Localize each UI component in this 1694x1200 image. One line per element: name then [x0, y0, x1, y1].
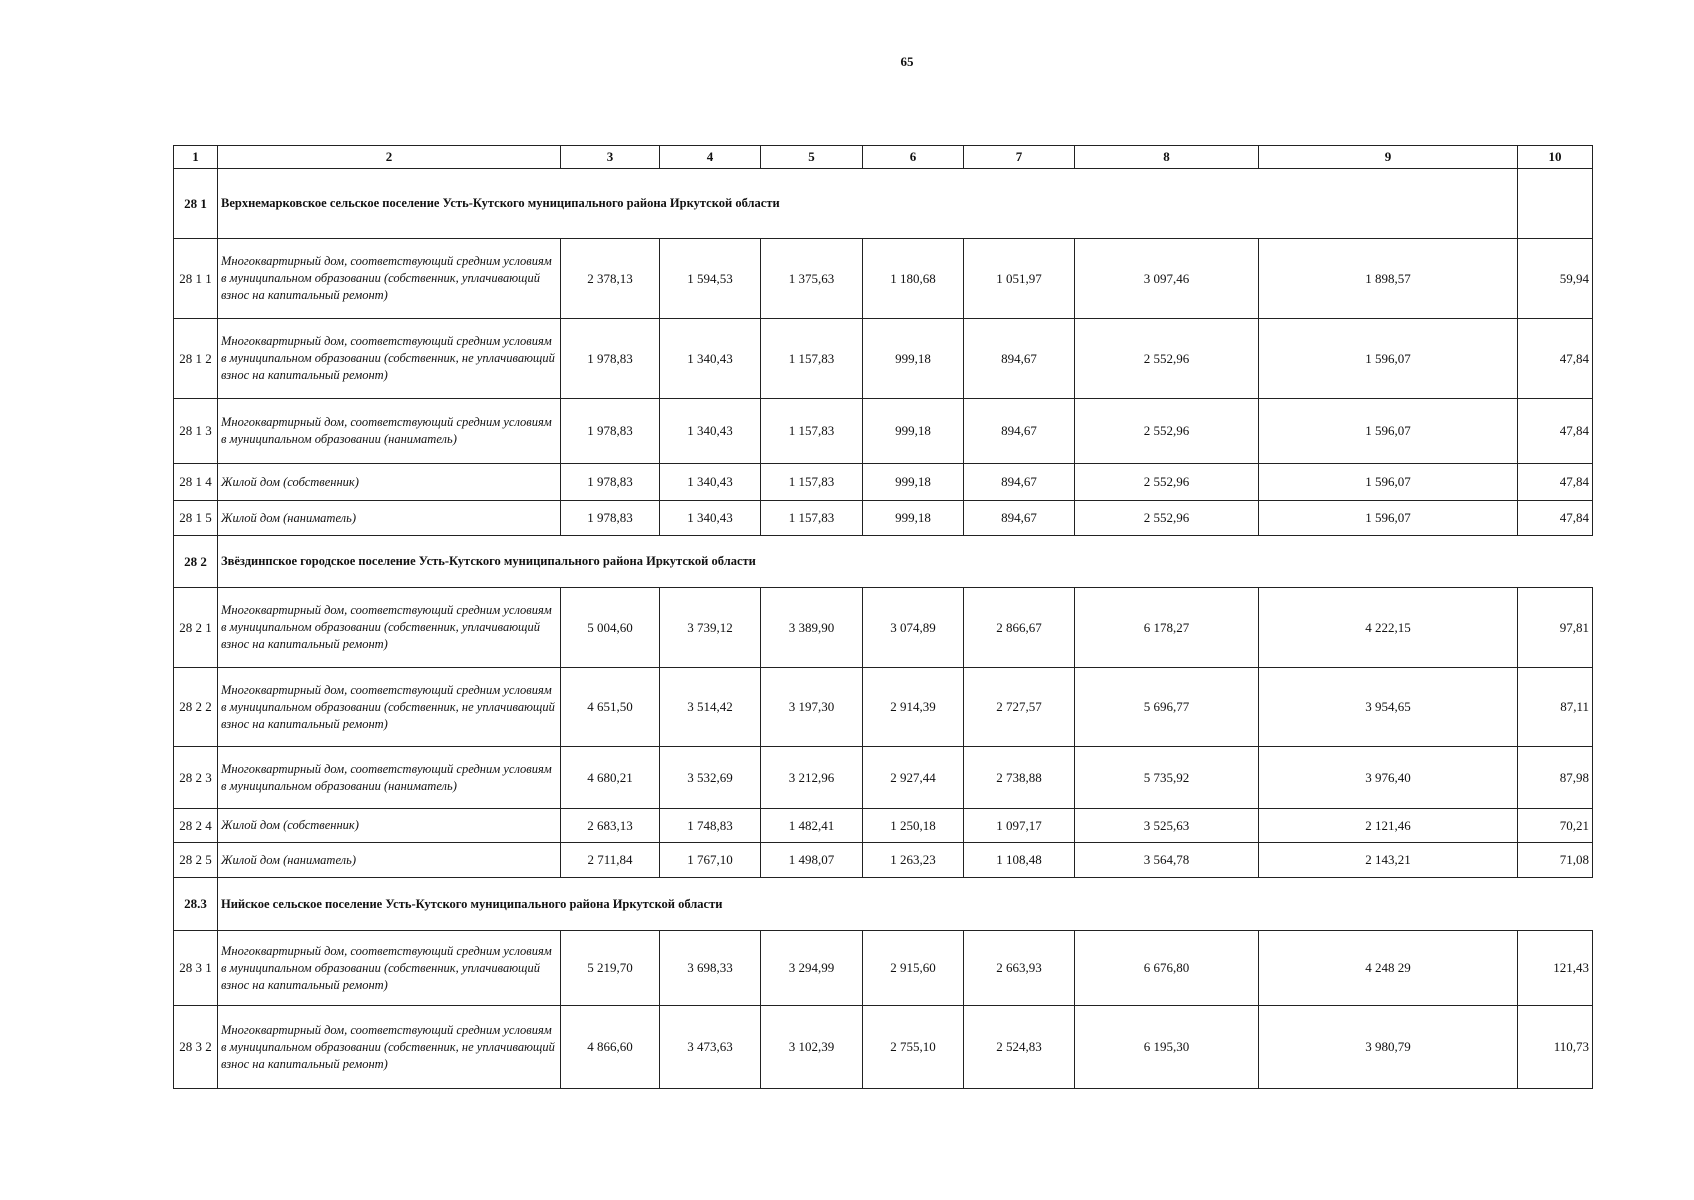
col-header-5: 5 — [761, 146, 863, 169]
table-row — [174, 931, 1593, 1006]
value-cell-col-3: 2 683,13 — [561, 809, 660, 843]
value-cell-col-6: 2 755,10 — [863, 1006, 964, 1089]
value-cell-col-8: 3 525,63 — [1075, 809, 1259, 843]
value-cell-col-9: 3 976,40 — [1259, 747, 1518, 809]
value-cell-col-3: 1 978,83 — [561, 399, 660, 464]
value-cell-col-10: 71,08 — [1518, 843, 1593, 878]
value-cell-col-5: 1 157,83 — [761, 501, 863, 536]
row-code: 28 2 1 — [174, 588, 218, 668]
section-code: 28.3 — [174, 878, 218, 931]
table-row — [174, 239, 1593, 319]
section-code: 28 2 — [174, 536, 218, 588]
value-cell-col-10: 47,84 — [1518, 464, 1593, 501]
value-cell-col-3: 5 219,70 — [561, 931, 660, 1006]
table-row — [174, 668, 1593, 747]
value-cell-col-9: 1 898,57 — [1259, 239, 1518, 319]
value-cell-col-4: 1 767,10 — [660, 843, 761, 878]
row-code: 28 1 4 — [174, 464, 218, 501]
col-header-8: 8 — [1075, 146, 1259, 169]
value-cell-col-4: 3 514,42 — [660, 668, 761, 747]
col-header-10: 10 — [1518, 146, 1593, 169]
value-cell-col-8: 5 735,92 — [1075, 747, 1259, 809]
value-cell-col-4: 1 340,43 — [660, 464, 761, 501]
value-cell-col-9: 1 596,07 — [1259, 399, 1518, 464]
value-cell-col-6: 999,18 — [863, 399, 964, 464]
value-cell-col-3: 1 978,83 — [561, 319, 660, 399]
value-cell-col-5: 3 212,96 — [761, 747, 863, 809]
value-cell-col-5: 1 157,83 — [761, 319, 863, 399]
value-cell-col-6: 999,18 — [863, 464, 964, 501]
table-row — [174, 843, 1593, 878]
value-cell-col-8: 6 195,30 — [1075, 1006, 1259, 1089]
value-cell-col-8: 6 676,80 — [1075, 931, 1259, 1006]
value-cell-col-6: 3 074,89 — [863, 588, 964, 668]
col-header-2: 2 — [218, 146, 561, 169]
value-cell-col-5: 3 102,39 — [761, 1006, 863, 1089]
value-cell-col-7: 2 866,67 — [964, 588, 1075, 668]
value-cell-col-10: 59,94 — [1518, 239, 1593, 319]
value-cell-col-5: 3 294,99 — [761, 931, 863, 1006]
empty-cell — [1518, 169, 1593, 239]
value-cell-col-6: 2 915,60 — [863, 931, 964, 1006]
table-row — [174, 588, 1593, 668]
value-cell-col-8: 2 552,96 — [1075, 399, 1259, 464]
table-row — [174, 399, 1593, 464]
section-row — [174, 878, 1593, 931]
table-row — [174, 319, 1593, 399]
row-description: Жилой дом (наниматель) — [218, 843, 561, 878]
value-cell-col-9: 4 248 29 — [1259, 931, 1518, 1006]
row-description: Многоквартирный дом, соответствующий средним условиям в муниципальном образовании (наниматель) — [218, 747, 561, 809]
value-cell-col-3: 4 680,21 — [561, 747, 660, 809]
row-code: 28 1 1 — [174, 239, 218, 319]
section-code: 28 1 — [174, 169, 218, 239]
section-title: Верхнемарковское сельское поселение Усть-Кутского муниципального района Иркутской области — [218, 169, 1518, 239]
value-cell-col-6: 1 263,23 — [863, 843, 964, 878]
value-cell-col-6: 2 927,44 — [863, 747, 964, 809]
row-description: Многоквартирный дом, соответствующий средним условиям в муниципальном образовании (собственник, уплачивающий взнос на капитальный ремонт) — [218, 931, 561, 1006]
row-code: 28 1 3 — [174, 399, 218, 464]
value-cell-col-7: 2 727,57 — [964, 668, 1075, 747]
tariff-table — [173, 145, 1593, 1089]
value-cell-col-10: 97,81 — [1518, 588, 1593, 668]
col-header-1: 1 — [174, 146, 218, 169]
value-cell-col-7: 2 524,83 — [964, 1006, 1075, 1089]
value-cell-col-8: 3 097,46 — [1075, 239, 1259, 319]
value-cell-col-10: 87,98 — [1518, 747, 1593, 809]
col-header-9: 9 — [1259, 146, 1518, 169]
value-cell-col-4: 1 594,53 — [660, 239, 761, 319]
value-cell-col-4: 1 748,83 — [660, 809, 761, 843]
value-cell-col-10: 110,73 — [1518, 1006, 1593, 1089]
table-row — [174, 464, 1593, 501]
row-description: Жилой дом (наниматель) — [218, 501, 561, 536]
col-header-4: 4 — [660, 146, 761, 169]
value-cell-col-4: 3 739,12 — [660, 588, 761, 668]
value-cell-col-4: 1 340,43 — [660, 399, 761, 464]
table-row — [174, 501, 1593, 536]
value-cell-col-5: 1 157,83 — [761, 464, 863, 501]
value-cell-col-7: 1 051,97 — [964, 239, 1075, 319]
section-title: Нийское сельское поселение Усть-Кутского муниципального района Иркутской области — [218, 878, 1593, 931]
table-row — [174, 747, 1593, 809]
value-cell-col-6: 2 914,39 — [863, 668, 964, 747]
value-cell-col-3: 2 378,13 — [561, 239, 660, 319]
value-cell-col-6: 1 180,68 — [863, 239, 964, 319]
value-cell-col-6: 999,18 — [863, 501, 964, 536]
row-description: Многоквартирный дом, соответствующий средним условиям в муниципальном образовании (наниматель) — [218, 399, 561, 464]
value-cell-col-5: 1 498,07 — [761, 843, 863, 878]
value-cell-col-5: 3 389,90 — [761, 588, 863, 668]
row-description: Многоквартирный дом, соответствующий средним условиям в муниципальном образовании (собственник, уплачивающий взнос на капитальный ремонт) — [218, 239, 561, 319]
value-cell-col-9: 4 222,15 — [1259, 588, 1518, 668]
value-cell-col-7: 2 738,88 — [964, 747, 1075, 809]
section-title: Звёздинпское городское поселение Усть-Кутского муниципального района Иркутской области — [218, 536, 1593, 588]
value-cell-col-8: 2 552,96 — [1075, 319, 1259, 399]
value-cell-col-3: 2 711,84 — [561, 843, 660, 878]
table-row — [174, 1006, 1593, 1089]
value-cell-col-9: 1 596,07 — [1259, 464, 1518, 501]
value-cell-col-5: 3 197,30 — [761, 668, 863, 747]
row-description: Жилой дом (собственник) — [218, 464, 561, 501]
row-description: Многоквартирный дом, соответствующий средним условиям в муниципальном образовании (собственник, не уплачивающий взнос на капитальный ремонт) — [218, 1006, 561, 1089]
row-code: 28 2 4 — [174, 809, 218, 843]
value-cell-col-3: 4 651,50 — [561, 668, 660, 747]
section-row — [174, 536, 1593, 588]
header-row — [174, 146, 1593, 169]
value-cell-col-9: 1 596,07 — [1259, 319, 1518, 399]
value-cell-col-10: 121,43 — [1518, 931, 1593, 1006]
value-cell-col-4: 3 473,63 — [660, 1006, 761, 1089]
row-code: 28 1 2 — [174, 319, 218, 399]
row-code: 28 3 2 — [174, 1006, 218, 1089]
value-cell-col-6: 999,18 — [863, 319, 964, 399]
value-cell-col-7: 894,67 — [964, 464, 1075, 501]
value-cell-col-8: 3 564,78 — [1075, 843, 1259, 878]
value-cell-col-5: 1 375,63 — [761, 239, 863, 319]
value-cell-col-7: 1 097,17 — [964, 809, 1075, 843]
value-cell-col-9: 1 596,07 — [1259, 501, 1518, 536]
table-body — [174, 169, 1593, 1089]
col-header-6: 6 — [863, 146, 964, 169]
row-code: 28 1 5 — [174, 501, 218, 536]
value-cell-col-9: 2 143,21 — [1259, 843, 1518, 878]
row-code: 28 2 2 — [174, 668, 218, 747]
row-description: Многоквартирный дом, соответствующий средним условиям в муниципальном образовании (собственник, уплачивающий взнос на капитальный ремонт) — [218, 588, 561, 668]
value-cell-col-9: 3 954,65 — [1259, 668, 1518, 747]
value-cell-col-4: 3 698,33 — [660, 931, 761, 1006]
value-cell-col-4: 1 340,43 — [660, 501, 761, 536]
value-cell-col-3: 4 866,60 — [561, 1006, 660, 1089]
value-cell-col-10: 47,84 — [1518, 319, 1593, 399]
value-cell-col-10: 47,84 — [1518, 399, 1593, 464]
value-cell-col-8: 2 552,96 — [1075, 464, 1259, 501]
col-header-7: 7 — [964, 146, 1075, 169]
value-cell-col-10: 70,21 — [1518, 809, 1593, 843]
value-cell-col-8: 5 696,77 — [1075, 668, 1259, 747]
value-cell-col-3: 1 978,83 — [561, 464, 660, 501]
value-cell-col-7: 894,67 — [964, 399, 1075, 464]
value-cell-col-6: 1 250,18 — [863, 809, 964, 843]
value-cell-col-7: 2 663,93 — [964, 931, 1075, 1006]
value-cell-col-8: 2 552,96 — [1075, 501, 1259, 536]
value-cell-col-4: 1 340,43 — [660, 319, 761, 399]
value-cell-col-5: 1 157,83 — [761, 399, 863, 464]
row-code: 28 2 3 — [174, 747, 218, 809]
value-cell-col-10: 87,11 — [1518, 668, 1593, 747]
row-description: Многоквартирный дом, соответствующий средним условиям в муниципальном образовании (собственник, не уплачивающий взнос на капитальный ремонт) — [218, 668, 561, 747]
value-cell-col-10: 47,84 — [1518, 501, 1593, 536]
table-row — [174, 809, 1593, 843]
page-number: 65 — [900, 54, 914, 69]
col-header-3: 3 — [561, 146, 660, 169]
value-cell-col-9: 2 121,46 — [1259, 809, 1518, 843]
value-cell-col-7: 894,67 — [964, 501, 1075, 536]
value-cell-col-5: 1 482,41 — [761, 809, 863, 843]
row-description: Жилой дом (собственник) — [218, 809, 561, 843]
section-row — [174, 169, 1593, 239]
row-code: 28 2 5 — [174, 843, 218, 878]
value-cell-col-7: 1 108,48 — [964, 843, 1075, 878]
value-cell-col-8: 6 178,27 — [1075, 588, 1259, 668]
value-cell-col-9: 3 980,79 — [1259, 1006, 1518, 1089]
row-description: Многоквартирный дом, соответствующий средним условиям в муниципальном образовании (собственник, не уплачивающий взнос на капитальный ремонт) — [218, 319, 561, 399]
value-cell-col-7: 894,67 — [964, 319, 1075, 399]
row-code: 28 3 1 — [174, 931, 218, 1006]
value-cell-col-3: 1 978,83 — [561, 501, 660, 536]
value-cell-col-4: 3 532,69 — [660, 747, 761, 809]
value-cell-col-3: 5 004,60 — [561, 588, 660, 668]
